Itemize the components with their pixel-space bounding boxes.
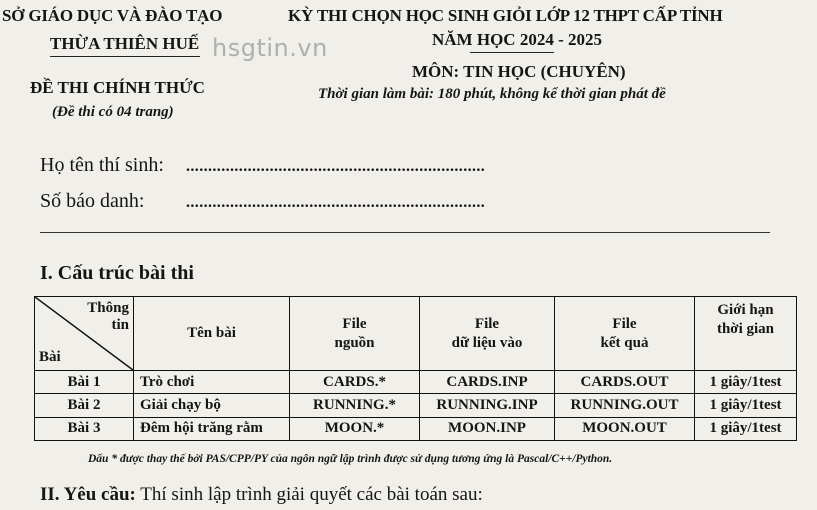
exam-title: KỲ THI CHỌN HỌC SINH GIỎI LỚP 12 THPT CẤP TỈNH [288,6,723,25]
exam-structure-table [34,296,797,441]
row-output: MOON.OUT [555,417,695,440]
diag-top-label: Thông tin [87,300,129,334]
candidate-id-label: Số báo danh: [40,190,145,212]
table-row [35,394,797,417]
row-name: Trò chơi [134,371,290,394]
table-row [35,417,797,440]
header-source: File nguồn [290,297,420,371]
duration-note: Thời gian làm bài: 180 phút, không kể thời gian phát đề [318,86,666,102]
row-source: RUNNING.* [290,394,420,417]
header-time-limit: Giới hạn thời gian [695,297,797,371]
divider-line [40,232,770,233]
header-input: File dữ liệu vào [420,297,555,371]
row-input: MOON.INP [420,417,555,440]
school-year-underline [470,52,554,53]
candidate-name-label: Họ tên thí sinh: [40,154,164,176]
row-id: Bài 2 [35,394,134,417]
school-year: NĂM HỌC 2024 - 2025 [432,30,602,49]
diag-bottom-label: Bài [39,349,61,366]
section2 [40,484,483,506]
watermark: hsgtin.vn [212,34,328,62]
section1-title: I. Cấu trúc bài thi [40,262,194,284]
header-name: Tên bài [134,297,290,371]
row-limit: 1 giây/1test [695,371,797,394]
row-input: CARDS.INP [420,371,555,394]
language-note: Dấu * được thay thế bởi PAS/CPP/PY của ngôn ngữ lập trình được sử dụng tương ứng là Pascal/C++/Python. [88,453,613,465]
department-name: SỞ GIÁO DỤC VÀ ĐÀO TẠO [2,6,223,25]
row-output: CARDS.OUT [555,371,695,394]
row-limit: 1 giây/1test [695,417,797,440]
candidate-id-dots: .................................................................... [186,194,486,211]
diagonal-header-cell [35,297,134,371]
row-id: Bài 3 [35,417,134,440]
row-id: Bài 1 [35,371,134,394]
header-output: File kết quả [555,297,695,371]
province-underline [50,56,200,57]
row-input: RUNNING.INP [420,394,555,417]
table-row [35,371,797,394]
candidate-name-dots: .................................................................... [186,158,486,175]
row-source: MOON.* [290,417,420,440]
official-label: ĐỀ THI CHÍNH THỨC [30,78,205,97]
section2-heading: II. Yêu cầu: [40,484,136,505]
province-name: THỪA THIÊN HUẾ [50,34,200,53]
section2-text: Thí sinh lập trình giải quyết các bài toán sau: [135,484,483,505]
subject-title: MÔN: TIN HỌC (CHUYÊN) [412,62,626,81]
row-output: RUNNING.OUT [555,394,695,417]
row-name: Đêm hội trăng rằm [134,417,290,440]
table-header-row [35,297,797,371]
row-source: CARDS.* [290,371,420,394]
pages-note: (Đề thi có 04 trang) [52,104,174,120]
row-name: Giải chạy bộ [134,394,290,417]
row-limit: 1 giây/1test [695,394,797,417]
